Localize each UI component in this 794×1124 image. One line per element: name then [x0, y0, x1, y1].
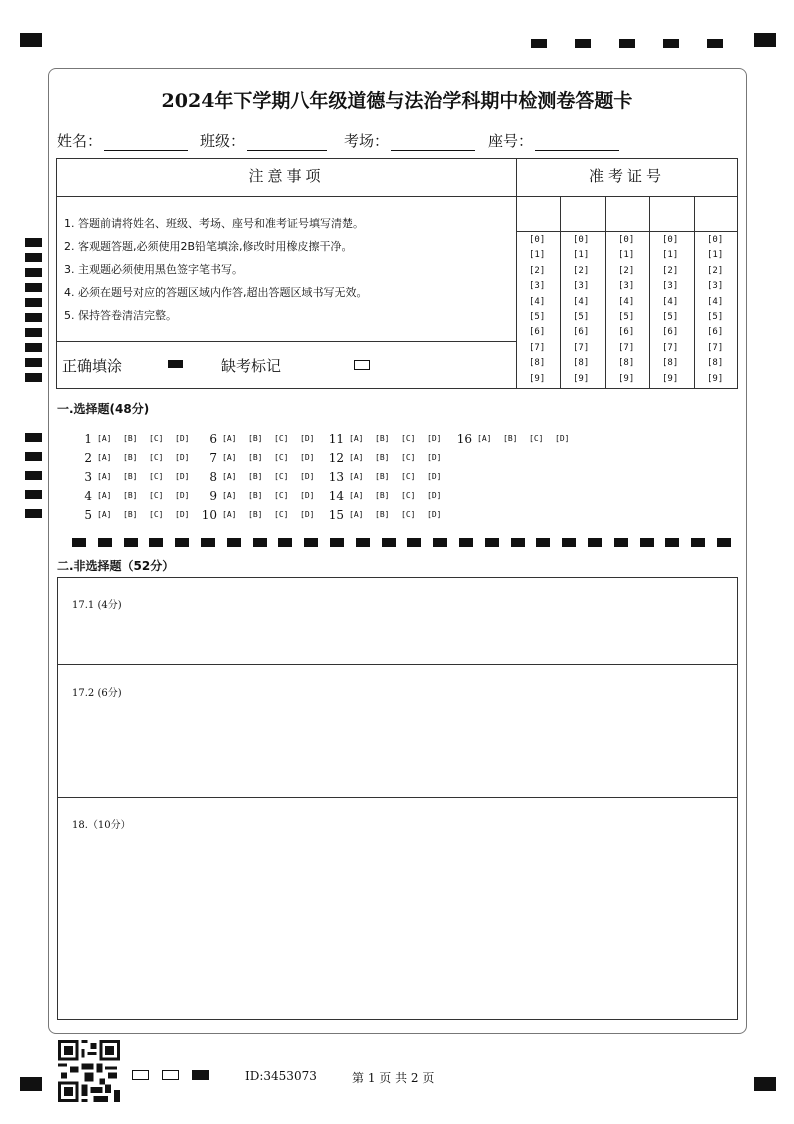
exam-id-digit-bubble[interactable]: [0]	[662, 235, 679, 245]
page-number: 第 1 页 共 2 页	[352, 1071, 435, 1085]
exam-id-digit-bubble[interactable]: [6]	[529, 327, 546, 338]
timing-mark-left	[25, 471, 42, 480]
option-bubble[interactable]: [C]	[274, 472, 289, 481]
card-id: ID:3453073	[245, 1069, 317, 1083]
exam-id-digit-bubble[interactable]: [1]	[529, 250, 546, 261]
exam-id-digit-bubble[interactable]: [7]	[529, 342, 546, 353]
option-bubble[interactable]: [A]	[222, 434, 237, 443]
notice-item: 1. 答题前请将姓名、班级、考场、座号和准考证号填写清楚。	[64, 217, 364, 230]
option-bubble[interactable]: [D]	[427, 472, 442, 481]
timing-mark-left	[25, 373, 42, 382]
notice-item: 2. 客观题答题,必须使用2B铅笔填涂,修改时用橡皮擦干净。	[64, 240, 353, 253]
exam-id-digit-bubble[interactable]: [2]	[618, 265, 635, 276]
option-bubble[interactable]: [D]	[175, 510, 190, 519]
timing-mark-left	[25, 490, 42, 499]
exam-id-digit-bubble[interactable]: [4]	[707, 296, 724, 307]
question-number: 13	[328, 470, 344, 484]
option-bubble[interactable]: [D]	[175, 434, 190, 443]
name-field[interactable]	[57, 130, 188, 151]
exam-id-digit-bubble[interactable]: [8]	[573, 358, 590, 369]
seat-field[interactable]	[488, 130, 619, 151]
timing-mark-left	[25, 283, 42, 292]
question-number: 1	[84, 432, 92, 446]
option-bubble[interactable]: [D]	[300, 453, 315, 462]
option-bubble[interactable]: [A]	[222, 510, 237, 519]
exam-id-digit-bubble[interactable]: [4]	[573, 296, 590, 307]
option-bubble[interactable]: [B]	[123, 491, 138, 500]
exam-id-digit-bubble[interactable]: [1]	[707, 250, 724, 261]
option-bubble[interactable]: [A]	[222, 491, 237, 500]
exam-id-digit-bubble[interactable]: [8]	[662, 358, 679, 369]
exam-id-digit-bubble[interactable]: [7]	[573, 342, 590, 353]
answer-area-17-1[interactable]	[57, 577, 738, 665]
exam-id-digit-bubble[interactable]: [2]	[662, 265, 679, 276]
question-number: 6	[209, 432, 217, 446]
question-number: 16	[456, 432, 472, 446]
option-bubble[interactable]: [A]	[477, 434, 492, 443]
exam-id-digit-bubble[interactable]: [5]	[573, 312, 590, 322]
timing-mark-left	[25, 452, 42, 461]
question-number: 3	[84, 470, 92, 484]
absent-mark-checkbox[interactable]	[354, 360, 370, 370]
question-number: 5	[84, 508, 92, 522]
option-bubble[interactable]: [A]	[349, 472, 364, 481]
exam-id-column-divider	[560, 196, 561, 389]
exam-id-digit-bubble[interactable]: [7]	[707, 342, 724, 353]
option-bubble[interactable]: [B]	[375, 491, 390, 500]
exam-id-digit-bubble[interactable]: [3]	[618, 281, 635, 292]
option-bubble[interactable]: [C]	[274, 491, 289, 500]
exam-id-write-row	[516, 196, 738, 232]
exam-id-digit-bubble[interactable]: [6]	[573, 327, 590, 338]
exam-id-digit-bubble[interactable]: [4]	[618, 296, 635, 307]
corner-mark-bottom-right	[754, 1077, 776, 1091]
exam-id-digit-bubble[interactable]: [4]	[529, 296, 546, 307]
timing-mark-left	[25, 328, 42, 337]
option-bubble[interactable]: [B]	[248, 434, 263, 443]
corner-mark-top-left	[20, 33, 42, 47]
exam-id-digit-bubble[interactable]: [8]	[618, 358, 635, 369]
option-bubble[interactable]: [D]	[427, 434, 442, 443]
corner-mark-bottom-left	[20, 1077, 42, 1091]
notice-item: 4. 必须在题号对应的答题区域内作答,超出答题区域书写无效。	[64, 286, 368, 299]
option-bubble[interactable]: [A]	[97, 510, 112, 519]
option-bubble[interactable]: [A]	[349, 510, 364, 519]
option-bubble[interactable]: [C]	[149, 472, 164, 481]
question-number: 14	[328, 489, 344, 503]
option-bubble[interactable]: [C]	[401, 434, 416, 443]
option-bubble[interactable]: [B]	[248, 510, 263, 519]
question-label-18: 18.（10分）	[72, 820, 131, 831]
exam-id-digit-bubble[interactable]: [7]	[618, 342, 635, 353]
option-bubble[interactable]: [A]	[222, 453, 237, 462]
page-mark-empty	[132, 1070, 149, 1080]
option-bubble[interactable]: [A]	[349, 453, 364, 462]
exam-id-digit-bubble[interactable]: [4]	[662, 296, 679, 307]
option-bubble[interactable]: [B]	[375, 434, 390, 443]
option-bubble[interactable]: [B]	[503, 434, 518, 443]
exam-id-digit-bubble[interactable]: [9]	[707, 373, 724, 384]
exam-id-digit-bubble[interactable]: [5]	[529, 312, 546, 322]
exam-id-digit-bubble[interactable]: [5]	[707, 312, 724, 322]
question-number: 2	[84, 451, 92, 465]
option-bubble[interactable]: [D]	[300, 472, 315, 481]
section1-title: 一.选择题(48分)	[57, 402, 150, 416]
option-bubble[interactable]: [A]	[97, 472, 112, 481]
option-bubble[interactable]: [B]	[123, 434, 138, 443]
option-bubble[interactable]: [D]	[300, 491, 315, 500]
exam-id-digit-bubble[interactable]: [9]	[618, 373, 635, 384]
exam-id-digit-bubble[interactable]: [2]	[573, 265, 590, 276]
option-bubble[interactable]: [C]	[529, 434, 544, 443]
corner-mark-top-right	[754, 33, 776, 47]
exam-id-digit-bubble[interactable]: [6]	[707, 327, 724, 338]
option-bubble[interactable]: [B]	[375, 472, 390, 481]
option-bubble[interactable]: [A]	[349, 434, 364, 443]
question-number: 7	[209, 451, 217, 465]
question-number: 15	[328, 508, 344, 522]
exam-id-digit-bubble[interactable]: [0]	[618, 235, 635, 245]
timing-mark-top	[575, 39, 591, 48]
option-bubble[interactable]: [D]	[300, 510, 315, 519]
exam-id-digit-bubble[interactable]: [8]	[529, 358, 546, 369]
timing-mark-left	[25, 298, 42, 307]
timing-mark-left	[25, 343, 42, 352]
exam-id-header: 准考证号	[516, 158, 738, 197]
exam-id-digit-bubble[interactable]: [3]	[573, 281, 590, 292]
question-number: 12	[328, 451, 344, 465]
option-bubble[interactable]: [D]	[175, 453, 190, 462]
exam-id-digit-bubble[interactable]: [5]	[662, 312, 679, 322]
section2-title: 二.非选择题（52分）	[57, 559, 175, 573]
exam-id-digit-bubble[interactable]: [9]	[529, 373, 546, 384]
correct-fill-label: 正确填涂	[62, 357, 123, 375]
fill-legend-divider	[56, 341, 517, 342]
option-bubble[interactable]: [D]	[427, 453, 442, 462]
exam-id-digit-bubble[interactable]: [1]	[662, 250, 679, 261]
name-label: 姓名：	[57, 132, 103, 150]
option-bubble[interactable]: [C]	[149, 434, 164, 443]
exam-id-digit-bubble[interactable]: [3]	[707, 281, 724, 292]
page-mark-empty	[162, 1070, 179, 1080]
exam-id-digit-bubble[interactable]: [9]	[573, 373, 590, 384]
option-bubble[interactable]: [C]	[274, 434, 289, 443]
exam-id-digit-bubble[interactable]: [8]	[707, 358, 724, 369]
question-number: 11	[328, 432, 344, 446]
qr-code-icon	[58, 1040, 120, 1102]
option-bubble[interactable]: [B]	[248, 472, 263, 481]
option-bubble[interactable]: [C]	[274, 510, 289, 519]
option-bubble[interactable]: [C]	[149, 491, 164, 500]
option-bubble[interactable]: [C]	[401, 453, 416, 462]
exam-id-column-divider	[649, 196, 650, 389]
room-field[interactable]	[344, 130, 475, 151]
option-bubble[interactable]: [D]	[427, 510, 442, 519]
exam-id-digit-bubble[interactable]: [5]	[618, 312, 635, 322]
option-bubble[interactable]: [C]	[401, 491, 416, 500]
option-bubble[interactable]: [C]	[401, 472, 416, 481]
option-bubble[interactable]: [A]	[97, 453, 112, 462]
answer-area-17-2[interactable]	[57, 664, 738, 798]
exam-id-digit-bubble[interactable]: [3]	[529, 281, 546, 292]
option-bubble[interactable]: [D]	[175, 472, 190, 481]
option-bubble[interactable]: [B]	[123, 472, 138, 481]
exam-id-digit-bubble[interactable]: [1]	[573, 250, 590, 261]
option-bubble[interactable]: [D]	[427, 491, 442, 500]
option-bubble[interactable]: [B]	[123, 453, 138, 462]
option-bubble[interactable]: [C]	[401, 510, 416, 519]
answer-area-18[interactable]	[57, 797, 738, 1020]
question-number: 9	[209, 489, 217, 503]
option-bubble[interactable]: [B]	[248, 491, 263, 500]
notice-header: 注意事项	[56, 158, 517, 197]
exam-id-digit-bubble[interactable]: [0]	[573, 235, 590, 245]
exam-id-column-divider	[694, 196, 695, 389]
correct-fill-example	[168, 360, 183, 368]
timing-mark-top	[707, 39, 723, 48]
question-number: 8	[209, 470, 217, 484]
question-number: 10	[201, 508, 217, 522]
notice-item: 5. 保持答卷清洁完整。	[64, 309, 177, 322]
option-bubble[interactable]: [C]	[274, 453, 289, 462]
exam-id-digit-bubble[interactable]: [3]	[662, 281, 679, 292]
exam-id-digit-bubble[interactable]: [2]	[707, 265, 724, 276]
exam-id-digit-bubble[interactable]: [1]	[618, 250, 635, 261]
question-label-17-1: 17.1 (4分)	[72, 600, 122, 611]
timing-mark-left	[25, 238, 42, 247]
exam-id-digit-bubble[interactable]: [7]	[662, 342, 679, 353]
timing-mark-top	[663, 39, 679, 48]
absent-mark-label: 缺考标记	[221, 357, 282, 375]
timing-mark-left	[25, 268, 42, 277]
room-label: 考场：	[344, 132, 390, 150]
timing-mark-left	[25, 313, 42, 322]
option-bubble[interactable]: [B]	[375, 453, 390, 462]
seat-label: 座号：	[488, 132, 534, 150]
exam-id-digit-bubble[interactable]: [0]	[707, 235, 724, 245]
option-bubble[interactable]: [B]	[248, 453, 263, 462]
option-bubble[interactable]: [C]	[149, 510, 164, 519]
page-mark-filled	[192, 1070, 209, 1080]
question-label-17-2: 17.2 (6分)	[72, 688, 122, 699]
option-bubble[interactable]: [A]	[97, 434, 112, 443]
option-bubble[interactable]: [A]	[222, 472, 237, 481]
notice-item: 3. 主观题必须使用黑色签字笔书写。	[64, 263, 243, 276]
option-bubble[interactable]: [B]	[123, 510, 138, 519]
option-bubble[interactable]: [B]	[375, 510, 390, 519]
exam-id-digit-bubble[interactable]: [0]	[529, 235, 546, 245]
timing-mark-left	[25, 509, 42, 518]
timing-mark-left	[25, 433, 42, 442]
timing-mark-left	[25, 253, 42, 262]
exam-id-digit-bubble[interactable]: [2]	[529, 265, 546, 276]
option-bubble[interactable]: [D]	[175, 491, 190, 500]
exam-id-column-divider	[605, 196, 606, 389]
timing-mark-left	[25, 358, 42, 367]
option-bubble[interactable]: [C]	[149, 453, 164, 462]
timing-mark-top	[531, 39, 547, 48]
option-bubble[interactable]: [D]	[555, 434, 570, 443]
question-number: 4	[84, 489, 92, 503]
page-title: 2024年下学期八年级道德与法治学科期中检测卷答题卡	[161, 90, 633, 112]
exam-id-digit-bubble[interactable]: [9]	[662, 373, 679, 384]
option-bubble[interactable]: [A]	[97, 491, 112, 500]
option-bubble[interactable]: [D]	[300, 434, 315, 443]
class-label: 班级：	[200, 132, 246, 150]
option-bubble[interactable]: [A]	[349, 491, 364, 500]
class-field[interactable]	[200, 130, 327, 151]
timing-mark-top	[619, 39, 635, 48]
exam-id-digit-bubble[interactable]: [6]	[662, 327, 679, 338]
exam-id-digit-bubble[interactable]: [6]	[618, 327, 635, 338]
